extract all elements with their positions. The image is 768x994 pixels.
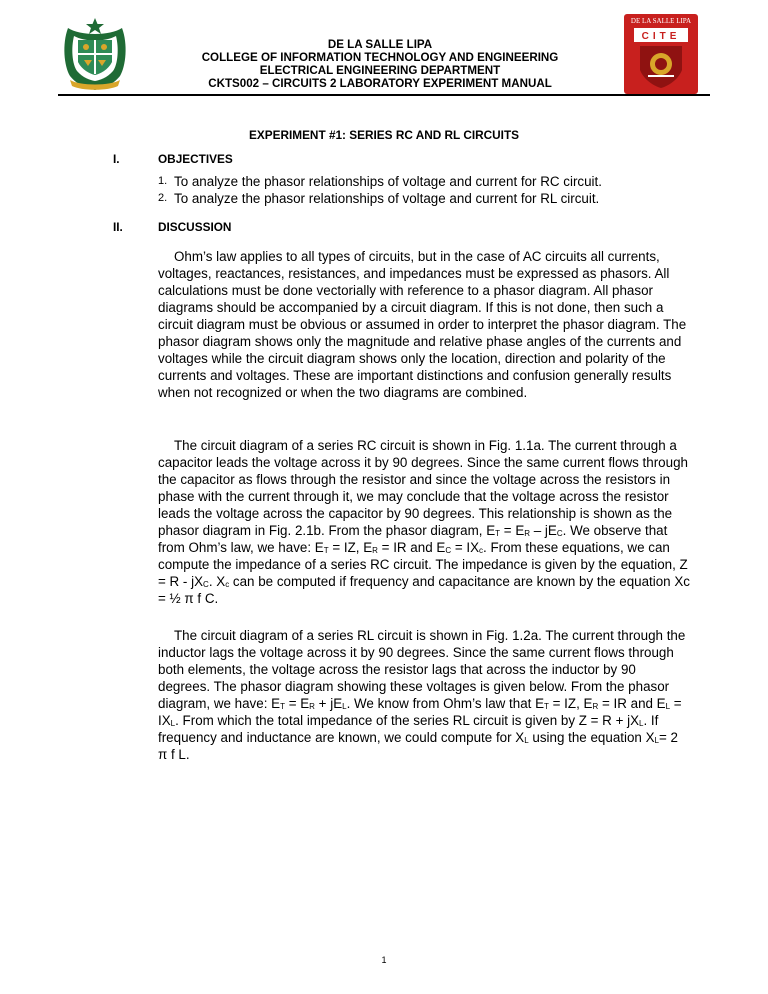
cite-logo: [624, 14, 698, 94]
objectives-list: [158, 173, 678, 207]
objective-number: 1.: [158, 175, 168, 187]
objectives-number: I.: [113, 152, 120, 166]
discussion-heading: DISCUSSION: [158, 220, 232, 234]
objective-text: To analyze the phasor relationships of voltage and current for RC circuit.: [174, 174, 602, 189]
cite-logo-caption: DE LA SALLE LIPA: [630, 17, 692, 25]
objectives-heading: OBJECTIVES: [158, 152, 233, 166]
de-la-salle-seal-logo: [60, 14, 130, 92]
experiment-title: EXPERIMENT #1: SERIES RC AND RL CIRCUITS: [248, 128, 520, 142]
discussion-number: II.: [113, 220, 123, 234]
discussion-paragraph-1: Ohm’s law applies to all types of circuits, but in the case of AC circuits all currents, voltages, reactances, resistances, and impedances must be expressed as phasors. All calculations must be done vectorially with reference to a phasor diagram. All phasor diagrams should be accompanied by a circuit diagram. If this is not done, then such a circuit diagram must be obvious or assumed in order to interpret the phasor diagram. The phasor diagram shows only the magnitude and relative phase angles of the currents and voltages while the circuit diagram shows only the location, direction and polarity of the currents and voltages. These are important distinctions and confusion generally results when not recognized or when the two diagrams are combined.: [158, 249, 687, 400]
header-divider: [58, 94, 710, 96]
page-number: 1: [381, 955, 387, 965]
discussion-paragraph-3: The circuit diagram of a series RL circuit is shown in Fig. 1.2a. The current through the inductor lags the voltage across it by 90 degrees. Since the same current flows through both elements, the voltage across the resistor lags that across the inductor by 90 degrees. The phasor diagram showing these voltages is given below. From the phasor diagram, we have: $E_T = E_R + jE_L$. We know from Ohm’s law that $E_T$ = IZ, $E_R$ = IR and $E_L = IX_L$. From which the total impedance of the series RL circuit is given by $Z = R + jX_L$. If frequency and inductance are known, we could compute for $X_L$ using the equation $X_L= 2$ π f L.: [158, 628, 686, 762]
header-college: COLLEGE OF INFORMATION TECHNOLOGY AND ENGINEERING: [201, 51, 559, 64]
header-course: CKTS002 – CIRCUITS 2 LABORATORY EXPERIMENT MANUAL: [208, 77, 552, 90]
page-header: [60, 14, 710, 96]
institution-heading: [140, 38, 620, 90]
objective-item: [158, 173, 678, 190]
objective-item: [158, 190, 678, 207]
objective-number: 2.: [158, 192, 168, 204]
discussion-paragraph-2: The circuit diagram of a series RC circuit is shown in Fig. 1.1a. The current through a capacitor leads the voltage across it by 90 degrees. Since the same current flows through the capacitor as flows through the resistor and since the voltage across the resistors in phase with the current through it, we may conclude that the voltage across the resistor leads the voltage across the capacitor by 90 degrees. This relationship is shown as the phasor diagram in Fig. 2.1b. From the phasor diagram, $E_T = E_R - jE_C$. We observe that from Ohm’s law, we have: $E_T$ = IZ, $E_R$ = IR and $E_C = IX_c$. From these equations, we can compute the impedance of a series RC circuit. The impedance is given by the equation, $Z = R - jX_C$. $X_c$ can be computed if frequency and capacitance are known by the equation Xc = ½ π f C.: [158, 438, 690, 606]
objective-text: To analyze the phasor relationships of voltage and current for RL circuit.: [174, 191, 600, 206]
header-department: ELECTRICAL ENGINEERING DEPARTMENT: [259, 64, 501, 77]
cite-logo-letters: CITE: [641, 31, 681, 42]
header-university: DE LA SALLE LIPA: [327, 38, 433, 51]
